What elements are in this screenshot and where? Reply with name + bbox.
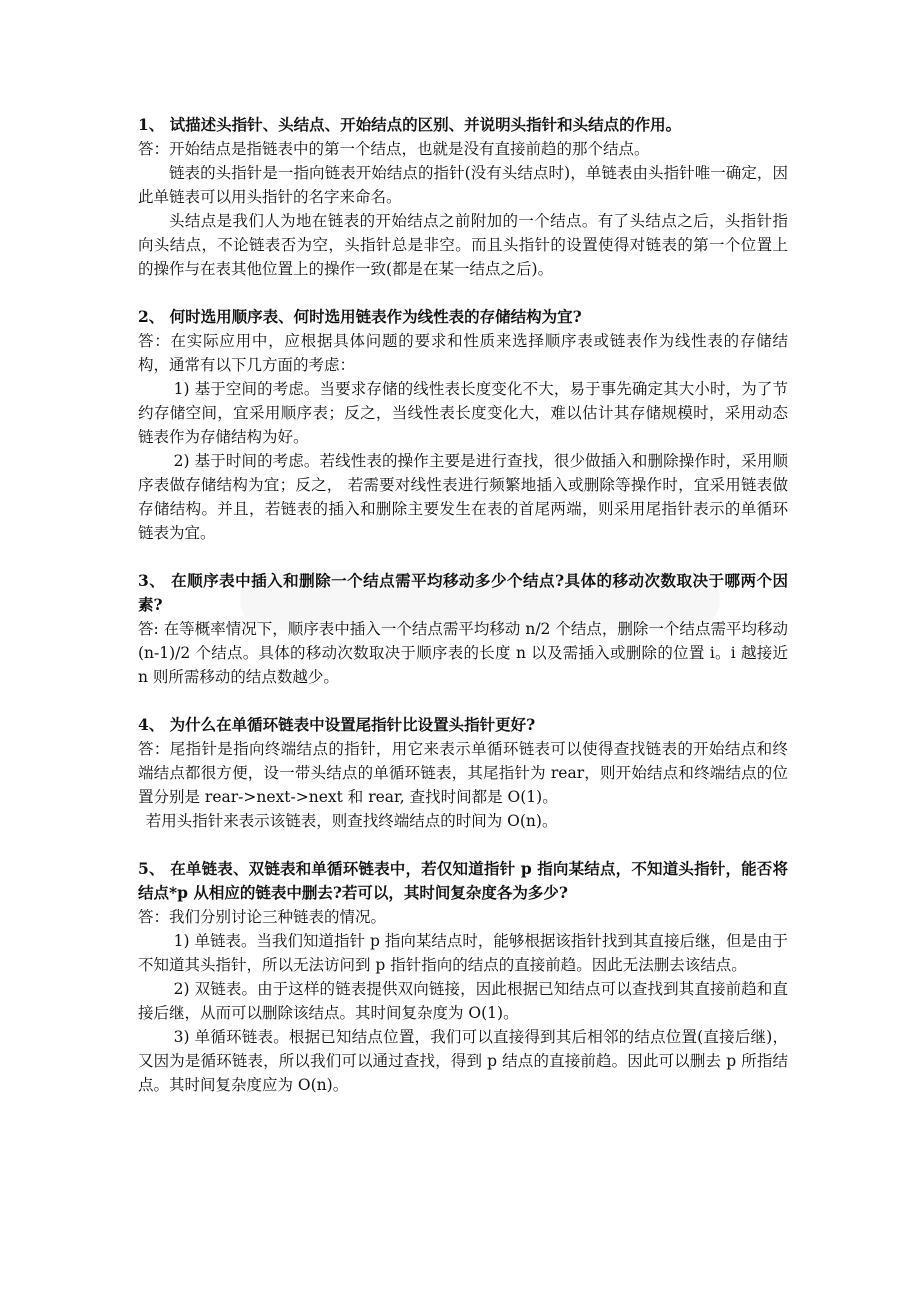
answer-3: 答: 在等概率情况下，顺序表中插入一个结点需平均移动 n/2 个结点，删除一个结点需平均移动(n-1)/2 个结点。具体的移动次数取决于顺序表的长度 n 以及需插入或删除的位置 i。i 越接近 n 则所需移动的结点数越少。 [138, 620, 788, 686]
question-3: 3、 在顺序表中插入和删除一个结点需平均移动多少个结点?具体的移动次数取决于哪两个因素? [138, 571, 788, 614]
answer-4: 答：尾指针是指向终端结点的指针，用它来表示单循环链表可以使得查找链表的开始结点和终端结点都很方便，设一带头结点的单循环链表，其尾指针为 rear，则开始结点和终端结点的位置分别是 rear->next->next 和 rear, 查找时间都是 O(1)。 [138, 740, 788, 806]
answer-2-intro: 答：在实际应用中，应根据具体问题的要求和性质来选择顺序表或链表作为线性表的存储结构，通常有以下几方面的考虑： [138, 332, 788, 374]
question-5: 5、 在单链表、双链表和单循环链表中，若仅知道指针 p 指向某结点，不知道头指针，能否将结点*p 从相应的链表中删去?若可以，其时间复杂度各为多少? [138, 859, 788, 902]
question-1: 1、 试描述头指针、头结点、开始结点的区别、并说明头指针和头结点的作用。 [138, 115, 682, 134]
answer-1-head-pointer: 链表的头指针是一指向链表开始结点的指针(没有头结点时)，单链表由头指针唯一确定，因此单链表可以用头指针的名字来命名。 [138, 164, 788, 206]
answer-5-singly-linked: 1) 单链表。当我们知道指针 p 指向某结点时，能够根据该指针找到其直接后继，但是由于不知道其头指针，所以无法访问到 p 指针指向的结点的直接前趋。因此无法删去该结点。 [138, 932, 788, 974]
answer-4-note: 若用头指针来表示该链表，则查找终端结点的时间为 O(n)。 [145, 812, 558, 830]
document-page [138, 113, 788, 1121]
answer-5-intro: 答：我们分别讨论三种链表的情况。 [138, 908, 387, 926]
question-4: 4、 为什么在单循环链表中设置尾指针比设置头指针更好? [138, 715, 536, 734]
answer-1-intro: 答：开始结点是指链表中的第一个结点，也就是没有直接前趋的那个结点。 [138, 140, 650, 158]
qa-section-3 [138, 569, 788, 689]
answer-1-head-node: 头结点是我们人为地在链表的开始结点之前附加的一个结点。有了头结点之后，头指针指向头结点，不论链表否为空，头指针总是非空。而且头指针的设置使得对链表的第一个位置上的操作与在表其他位置上的操作一致(都是在某一结点之后)。 [138, 212, 788, 278]
answer-2-space: 1) 基于空间的考虑。当要求存储的线性表长度变化不大，易于事先确定其大小时，为了节约存储空间，宜采用顺序表；反之，当线性表长度变化大，难以估计其存储规模时，采用动态链表作为存储结构为好。 [138, 380, 788, 446]
qa-section-1 [138, 113, 788, 281]
qa-section-2 [138, 305, 788, 545]
answer-2-time: 2) 基于时间的考虑。若线性表的操作主要是进行查找，很少做插入和删除操作时，采用顺序表做存储结构为宜；反之， 若需要对线性表进行频繁地插入或删除等操作时，宜采用链表做存储结构。并且，若链表的插入和删除主要发生在表的首尾两端，则采用尾指针表示的单循环链表为宜。 [138, 452, 788, 542]
question-2: 2、 何时选用顺序表、何时选用链表作为线性表的存储结构为宜? [138, 307, 582, 326]
qa-section-4 [138, 713, 788, 833]
qa-section-5 [138, 857, 788, 1097]
answer-5-circular-linked: 3) 单循环链表。根据已知结点位置，我们可以直接得到其后相邻的结点位置(直接后继)，又因为是循环链表，所以我们可以通过查找，得到 p 结点的直接前趋。因此可以删去 p 所指结点。其时间复杂度应为 O(n)。 [138, 1028, 788, 1094]
answer-5-doubly-linked: 2) 双链表。由于这样的链表提供双向链接，因此根据已知结点可以查找到其直接前趋和直接后继，从而可以删除该结点。其时间复杂度为 O(1)。 [138, 980, 788, 1022]
